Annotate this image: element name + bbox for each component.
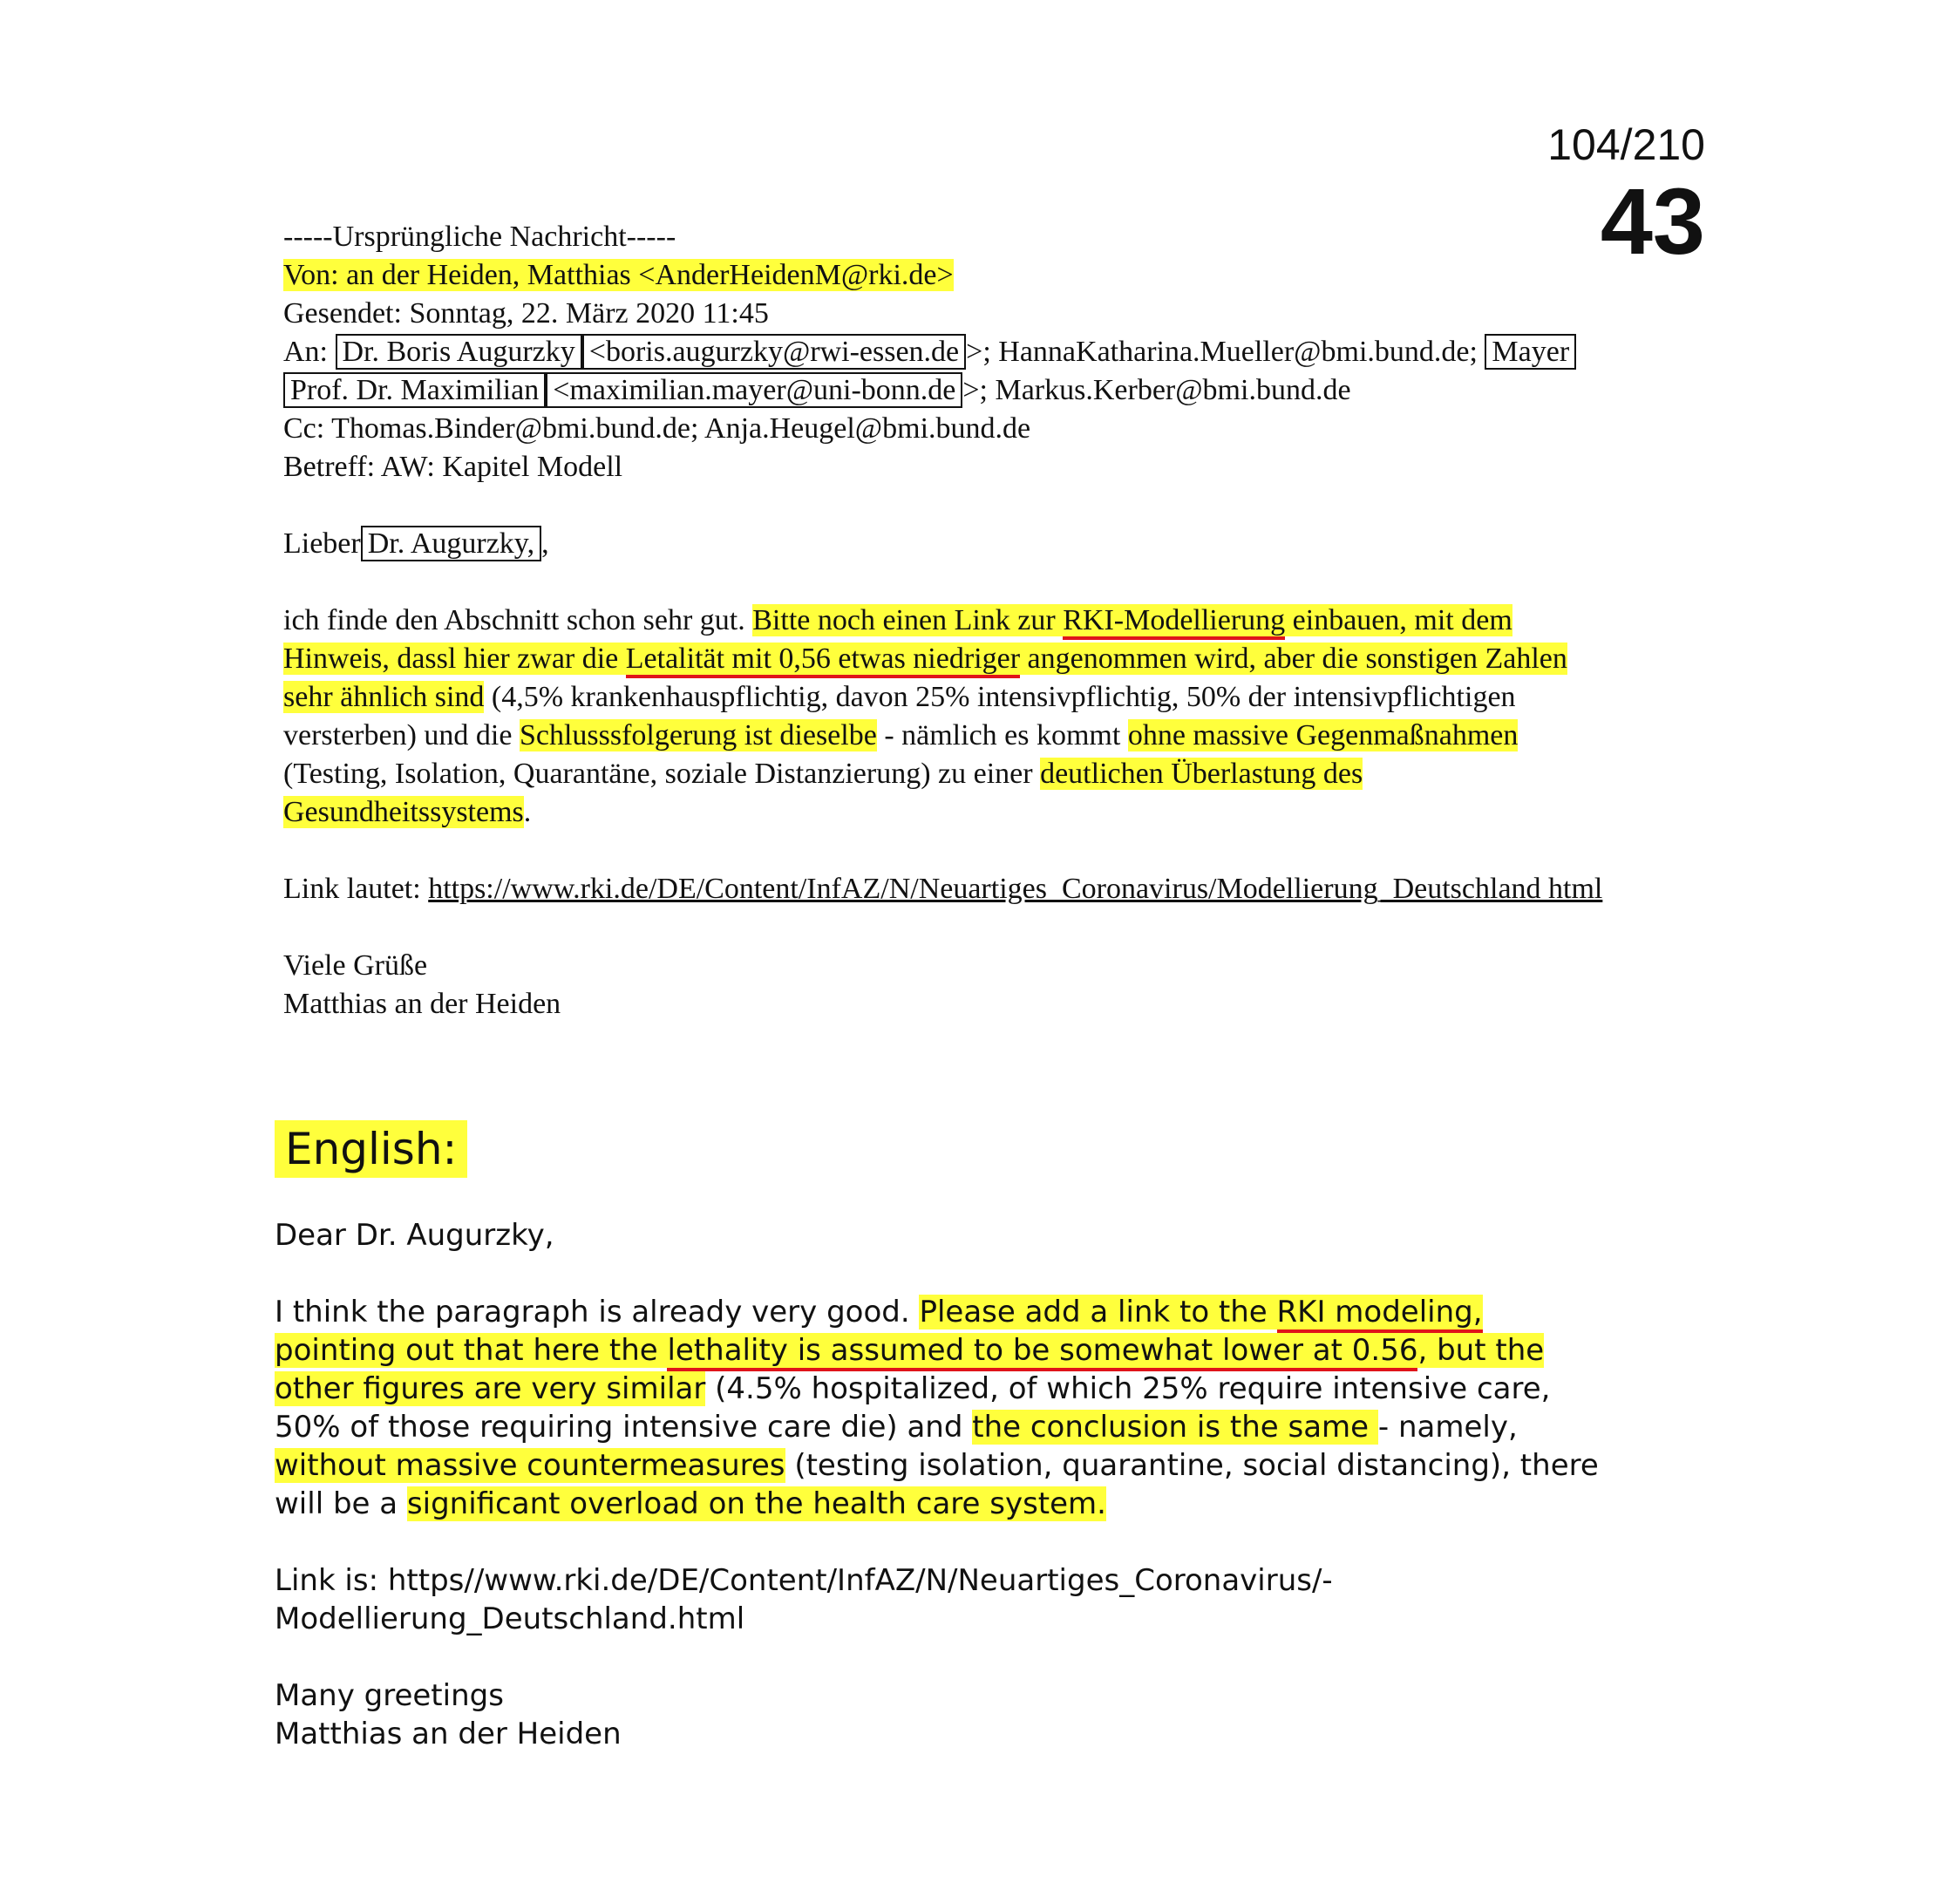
german-link-line: Link lautet: https://www.rki.de/DE/Content/InfAZ/N/Neuartiges_Coronavirus/Modellierung_Deutschland html [283, 873, 1603, 905]
english-closing: Many greetings [275, 1678, 504, 1713]
german-body-line-3: sehr ähnlich sind (4,5% krankenhauspflichtig, davon 25% intensivpflichtig, 50% der intensivpflichtigen [283, 681, 1516, 713]
salutation-name-box: Dr. Augurzky, [361, 526, 541, 561]
english-body-line-5: without massive countermeasures (testing isolation, quarantine, social distancing), there [275, 1448, 1599, 1483]
english-body-line-6: will be a significant overload on the health care system. [275, 1486, 1106, 1521]
page-number: 104/210 [1547, 120, 1705, 169]
german-body-line-6: Gesundheitssystems. [283, 796, 532, 828]
german-body-line-2: Hinweis, dassl hier zwar die Letalität mit 0,56 etwas niedriger angenommen wird, aber die sonstigen Zahlen [283, 640, 1713, 678]
german-link[interactable]: https://www.rki.de/DE/Content/InfAZ/N/Neuartiges_Coronavirus/Modellierung_Deutschland html [428, 873, 1603, 905]
german-body-line-1: ich finde den Abschnitt schon sehr gut. Bitte noch einen Link zur RKI-Modellierung einbauen, mit dem [283, 602, 1713, 640]
to-line-1 [283, 333, 1713, 371]
from-line: Von: an der Heiden, Matthias <AnderHeidenM@rki.de> [283, 259, 954, 291]
to-label: An: [283, 336, 328, 368]
to-recipient-name-2a: Mayer [1485, 334, 1576, 370]
sent-line: Gesendet: Sonntag, 22. März 2020 11:45 [283, 297, 769, 330]
english-link-line-2: Modellierung_Deutschland.html [275, 1601, 745, 1636]
english-translation [275, 1120, 1704, 1753]
to-recipient-email-2: <maximilian.mayer@uni-bonn.de [546, 372, 962, 408]
subject-line: Betreff: AW: Kapitel Modell [283, 451, 623, 483]
english-link-line-1: Link is: https//www.rki.de/DE/Content/InfAZ/N/Neuartiges_Coronavirus/- [275, 1563, 1333, 1598]
english-body-line-4: 50% of those requiring intensive care die) and the conclusion is the same - namely, [275, 1410, 1518, 1445]
scanned-email [283, 218, 1713, 1023]
german-salutation: Lieber Dr. Augurzky, , [283, 527, 549, 560]
english-salutation: Dear Dr. Augurzky, [275, 1218, 554, 1253]
original-message-header: -----Ursprüngliche Nachricht----- [283, 221, 676, 253]
document-number: 43 [1600, 168, 1705, 274]
german-closing: Viele Grüße [283, 949, 428, 982]
english-heading: English: [275, 1120, 467, 1178]
german-signature: Matthias an der Heiden [283, 988, 561, 1020]
to-recipient-name-2b: Prof. Dr. Maximilian [283, 372, 546, 408]
english-signature: Matthias an der Heiden [275, 1717, 622, 1751]
english-body-line-3: other figures are very similar (4.5% hospitalized, of which 25% require intensive care, [275, 1371, 1551, 1406]
english-body-line-2: pointing out that here the lethality is assumed to be somewhat lower at 0.56, but the [275, 1331, 1704, 1370]
cc-line: Cc: Thomas.Binder@bmi.bund.de; Anja.Heugel@bmi.bund.de [283, 412, 1031, 445]
to-line-2 [283, 371, 1713, 410]
to-recipient-name-1: Dr. Boris Augurzky [336, 334, 582, 370]
german-body-line-4: versterben) und die Schlusssfolgerung ist dieselbe - nämlich es kommt ohne massive Gegenmaßnahmen [283, 719, 1519, 751]
german-body-line-5: (Testing, Isolation, Quarantäne, soziale Distanzierung) zu einer deutlichen Überlastung des [283, 758, 1363, 790]
to-recipient-email-1: <boris.augurzky@rwi-essen.de [582, 334, 966, 370]
to-recipients-rest-1: >; HannaKatharina.Mueller@bmi.bund.de; [966, 336, 1478, 368]
to-recipients-rest-2: >; Markus.Kerber@bmi.bund.de [962, 374, 1351, 406]
english-body-line-1: I think the paragraph is already very good. Please add a link to the RKI modeling, [275, 1293, 1704, 1331]
